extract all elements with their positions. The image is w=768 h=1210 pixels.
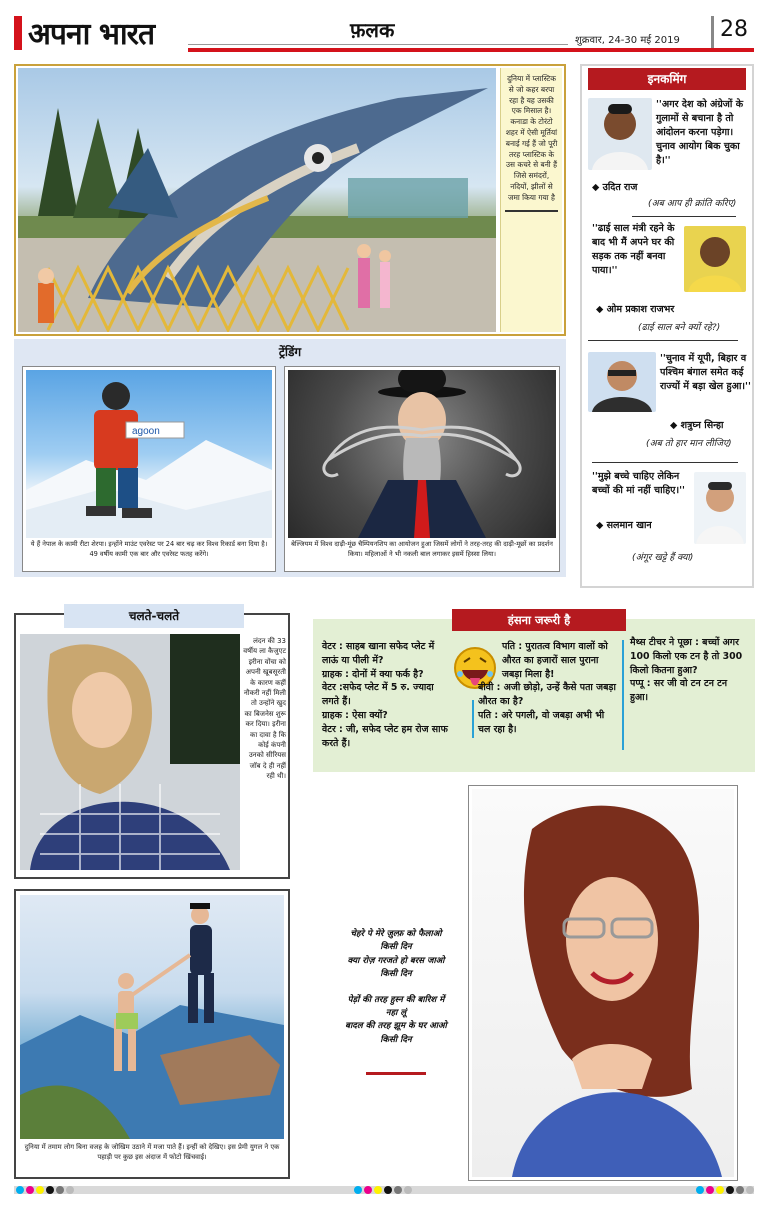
joke-2-line: बीवी : अजी छोड़ो, उन्हें कैसे पता जबड़ा औरत का है? (478, 682, 616, 708)
incoming-quote-2: ''ढाई साल मंत्री रहने के बाद भी मैं अपने घर की सड़क तक नहीं बनवा पाया।'' (592, 223, 675, 276)
incoming-name-1: ◆ उदित राज (592, 182, 638, 193)
om-prakash-rajbhar-photo (684, 226, 746, 292)
plastic-swordfish-photo (18, 68, 496, 332)
actress-photo (472, 789, 734, 1177)
incoming-quote-1: ''अगर देश को अंग्रेजों के गुलामों से बचाना है तो आंदोलन करना पड़ेगा। चुनाव आयोग बिक चुका है।'' (656, 99, 744, 166)
yellow-dot-icon (716, 1186, 724, 1194)
page-number-divider (711, 16, 714, 48)
grey-dot-icon (394, 1186, 402, 1194)
dateline: शुक्रवार, 24-30 मई 2019 (575, 35, 680, 46)
poem-line: पेड़ों की तरह हुस्न की बारिश में (347, 994, 445, 1005)
yellow-dot-icon (36, 1186, 44, 1194)
irina-photo (20, 634, 240, 870)
brand-accent-bar (14, 16, 22, 50)
incoming-note-3: (अब तो हार मान लीजिए) (646, 438, 732, 449)
joke-1-line: वेटर : साहब खाना सफेद प्लेट में लाऊं या पीली में? (322, 641, 435, 666)
black-dot-icon (46, 1186, 54, 1194)
hansna-zaroori-title: हंसना जरूरी है (452, 609, 626, 631)
incoming-name-2: ◆ ओम प्रकाश राजभर (596, 304, 675, 315)
yellow-dot-icon (374, 1186, 382, 1194)
black-dot-icon (726, 1186, 734, 1194)
joke-1-line: ग्राहक : ऐसा क्यों? (322, 709, 388, 721)
poem-line: किसी दिन (380, 942, 412, 953)
magenta-dot-icon (364, 1186, 372, 1194)
shatrughan-avatar (588, 352, 656, 412)
light-grey-dot-icon (66, 1186, 74, 1194)
plastic-sculpture-illustration (18, 68, 496, 332)
incoming-name-4: ◆ सलमान खान (596, 520, 652, 531)
incoming-quote-3: ''चुनाव में यूपी, बिहार व पश्चिम बंगाल समेत कई राज्यों में बड़ा खेल हुआ।'' (660, 353, 751, 392)
page-number: 28 (720, 17, 748, 42)
incoming-name-3: ◆ शत्रुघ्न सिन्हा (670, 420, 724, 431)
everest-banner-text: agoon (132, 426, 160, 437)
publication-title: अपना भारत (28, 17, 155, 52)
magenta-dot-icon (706, 1186, 714, 1194)
joke-1-line: वेटर :सफेद प्लेट में 5 रु. ज्यादा लगते हैं। (322, 682, 434, 708)
incoming-separator-3 (592, 462, 738, 463)
udit-raj-avatar (588, 98, 652, 170)
couple-caption: दुनिया में तमाम लोग बिना वजह के जोखिम उठाने में मजा पाते हैं। इन्हीं को देखिए। इस प्रेमी युगल ने एक पहाड़ी पर कुछ इस अंदाज में फोटो खिंचवाई। (24, 1143, 280, 1161)
header-thin-rule (188, 44, 568, 45)
section-title: फ़लक (350, 18, 395, 42)
poem (322, 928, 470, 1047)
om-prakash-avatar (684, 226, 746, 292)
hero-caption: दुनिया में प्लास्टिक से जो कहर बरपा रहा है यह उसकी एक मिसाल है। कनाडा के टोरंटो शहर में ऐसी मूर्तियां बनाई गई हैं जो पूरी तरह प्लास्टिक के उस कचरे से बनी हैं जिसे समंदरों, नदियों, झीलों से जमा किया गया है (505, 74, 558, 202)
incoming-quote-4: ''मुझे बच्चे चाहिए लेकिन बच्चों की मां नहीं चाहिए।'' (592, 471, 685, 496)
grey-dot-icon (56, 1186, 64, 1194)
incoming-separator-2 (588, 340, 738, 341)
actress-illustration (472, 789, 734, 1177)
incoming-note-1: (अब आप ही क्रांति करिए) (648, 198, 737, 209)
chalte-chalte-title: चलते-चलते (64, 604, 244, 628)
salman-khan-photo (694, 472, 746, 544)
magenta-dot-icon (26, 1186, 34, 1194)
cyan-dot-icon (354, 1186, 362, 1194)
joke-2 (478, 640, 618, 737)
header-red-rule (188, 48, 754, 52)
incoming-note-4: (अंगूर खट्टे हैं क्या) (632, 552, 694, 563)
poem-line: चेहरे पे मेरे ज़ुल्फ़ को फैलाओ (350, 929, 442, 939)
beard-man-illustration (288, 370, 556, 538)
incoming-separator-1 (632, 216, 736, 217)
poem-line: क्या रोज़ गरजते हो बरस जाओ (347, 955, 445, 966)
couple-cliff-photo (20, 895, 284, 1139)
beard-caption: बेल्जियम में विश्व दाढ़ी-मूंछ चैम्पियनशिप का आयोजन हुआ जिसमें लोगों ने तरह-तरह की दाढ़ी-मूछों का प्रदर्शन किया। महिलाओं ने भी नकली बाल लगाकर इसमें हिस्सा लिया। (291, 540, 553, 558)
udit-raj-photo (588, 98, 652, 170)
chalte-chalte-text: लंदन की 33 वर्षीय ला कैजुएट इरीना वोंचा को अपनी खूबसूरती के कारण कहीं नौकरी नहीं मिली तो उन्होंने खुद का बिजनेस शुरू कर दिया। इरीना का दावा है कि कोई कंपनी उनको सीरियस जॉब दे ही नहीं रही थी। (243, 637, 286, 781)
everest-climber-photo (26, 370, 272, 538)
poem-line: नहा लूं (385, 1008, 407, 1019)
joke-3-line: मैथ्स टीचर ने पूछा : बच्चों अगर 100 किलो एक टन है तो 300 किलो कितना हुआ? (630, 637, 743, 676)
black-dot-icon (384, 1186, 392, 1194)
joke-divider-left (472, 700, 474, 738)
joke-2-line: पति : अरे पगली, वो जबड़ा अभी भी चल रहा है। (478, 709, 605, 735)
incoming-title: इनकमिंग (588, 68, 746, 90)
trending-title: ट्रेंडिंग (278, 345, 302, 359)
hero-caption-box (500, 68, 562, 332)
beard-championship-photo (288, 370, 556, 538)
shatrughan-sinha-photo (588, 352, 656, 412)
poem-line: किसी दिन (380, 969, 412, 980)
light-grey-dot-icon (404, 1186, 412, 1194)
joke-divider-right (622, 640, 624, 750)
joke-1-line: वेटर : जी, सफेद प्लेट हम रोज साफ करते हैं। (322, 723, 448, 749)
salman-avatar (694, 472, 746, 544)
joke-1-line: ग्राहक : दोनों में क्या फर्क है? (322, 668, 424, 680)
joke-3-line: पप्पू : सर जी वो टन टन टन हुआ। (630, 678, 728, 704)
cyan-dot-icon (696, 1186, 704, 1194)
poem-stanza-gap (322, 982, 470, 994)
incoming-note-2: (ढाई साल बने क्यों रहे?) (638, 322, 721, 333)
irina-illustration (20, 634, 240, 870)
joke-3 (630, 636, 748, 705)
poem-line: किसी दिन (380, 1034, 412, 1045)
joke-1 (322, 640, 450, 750)
everest-caption: ये हैं नेपाल के कामी रीटा शेरपा। इन्होंने माउंट एवरेस्ट पर 24 बार चढ़ कर विश्व रिकार्ड बना दिया है। 49 वर्षीय कामी एक बार और एवरेस्ट फतह करेंगे। (30, 540, 268, 558)
climber-illustration (26, 370, 272, 538)
poem-rule (366, 1072, 426, 1075)
grey-dot-icon (736, 1186, 744, 1194)
joke-2-line: पति : पुरातत्व विभाग वालों को औरत का हजारों साल पुराना जबड़ा मिला है! (502, 641, 608, 680)
cyan-dot-icon (16, 1186, 24, 1194)
poem-line: बादल की तरह झूम के घर आओ (345, 1021, 447, 1032)
light-grey-dot-icon (746, 1186, 754, 1194)
hero-caption-rule (505, 210, 558, 212)
couple-cliff-illustration (20, 895, 284, 1139)
